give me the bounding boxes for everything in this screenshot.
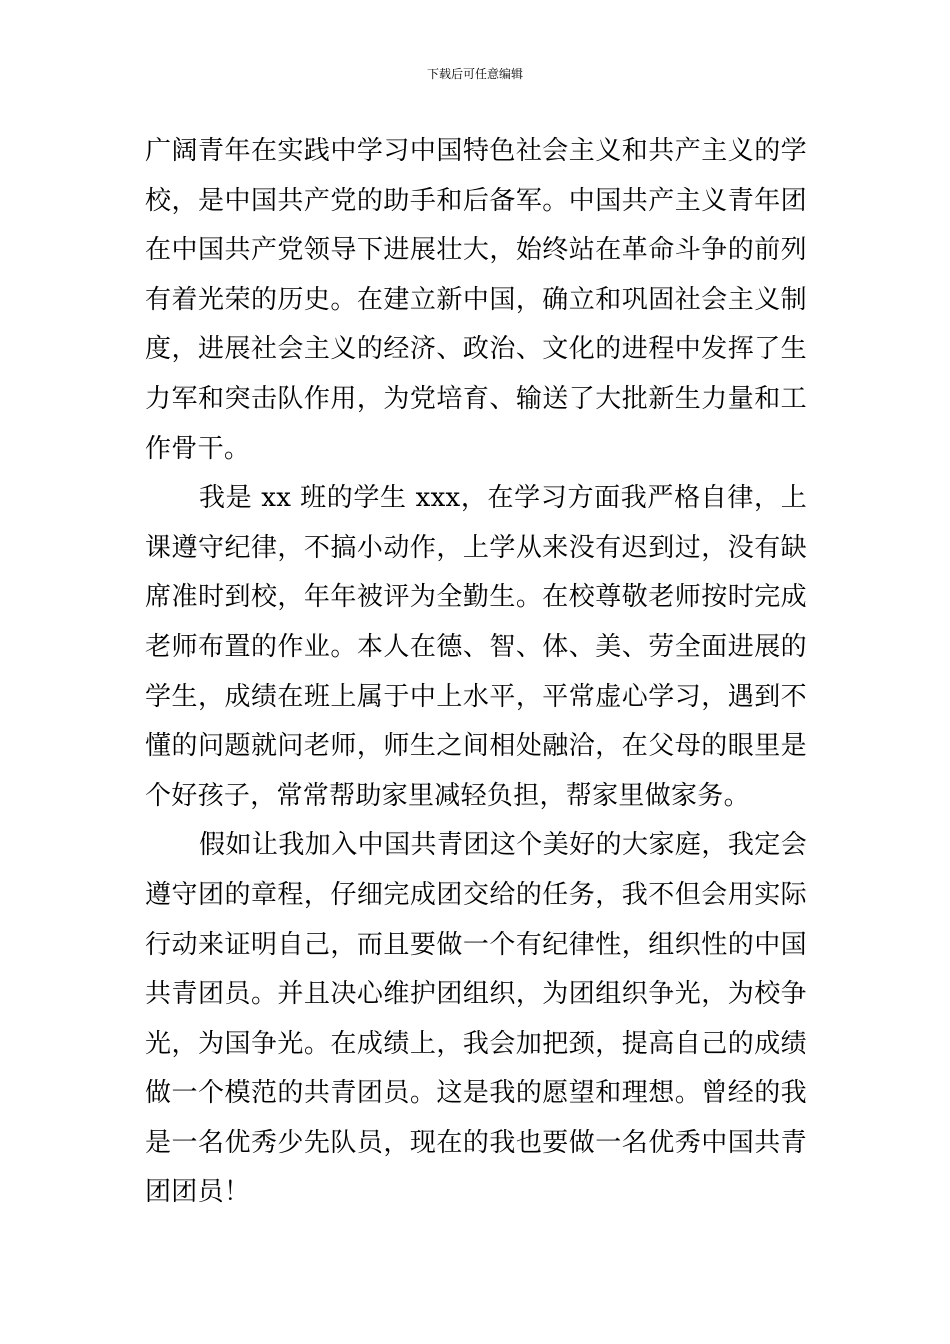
document-body	[145, 127, 807, 1218]
paragraph-1: 广阔青年在实践中学习中国特色社会主义和共产主义的学校，是中国共产党的助手和后备军。中国共产主义青年团在中国共产党领导下进展壮大，始终站在革命斗争的前列有着光荣的历史。在建立新中国，确立和巩固社会主义制度，进展社会主义的经济、政治、文化的进程中发挥了生力军和突击队作用，为党培育、输送了大批新生力量和工作骨干。	[145, 136, 807, 464]
page-header: 下载后可任意编辑	[426, 67, 523, 81]
paragraph-3: 假如让我加入中国共青团这个美好的大家庭，我定会遵守团的章程，仔细完成团交给的任务，我不但会用实际行动来证明自己，而且要做一个有纪律性，组织性的中国共青团员。并且决心维护团组织，为团组织争光，为校争光，为国争光。在成绩上，我会加把颈，提高自己的成绩做一个模范的共青团员。这是我的愿望和理想。曾经的我是一名优秀少先队员，现在的我也要做一名优秀中国共青团团员！	[145, 830, 807, 1208]
paragraph-2: 我是 xx 班的学生 xxx，在学习方面我严格自律，上课遵守纪律，不搞小动作，上学从来没有迟到过，没有缺席准时到校，年年被评为全勤生。在校尊敬老师按时完成老师布置的作业。本人在德、智、体、美、劳全面进展的学生，成绩在班上属于中上水平，平常虚心学习，遇到不懂的问题就问老师，师生之间相处融洽，在父母的眼里是个好孩子，常常帮助家里减轻负担，帮家里做家务。	[145, 483, 807, 811]
